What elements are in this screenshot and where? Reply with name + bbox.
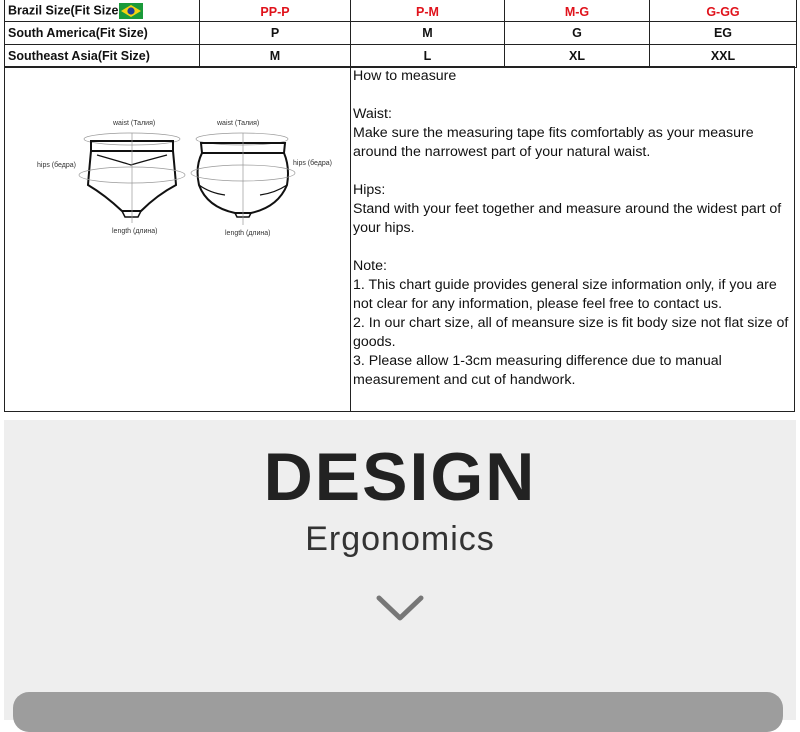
column-divider (350, 67, 351, 411)
size-cell: PP-P (200, 0, 351, 22)
waist-title: Waist: (353, 106, 392, 122)
note-1: 1. This chart guide provides general size information only, if you are not clear for any information, please feel free to contact us. (353, 277, 777, 312)
measure-guide (4, 66, 795, 412)
hips-label-right: hips (бедра) (293, 160, 332, 167)
length-label-right: length (длина) (225, 230, 271, 237)
note-title: Note: (353, 258, 387, 274)
size-cell: XXL (650, 45, 797, 68)
note-2: 2. In our chart size, all of meansure size is fit body size not flat size of goods. (353, 315, 789, 350)
measure-heading: How to measure (353, 68, 457, 84)
size-cell: EG (650, 22, 797, 45)
hips-text: Stand with your feet together and measure around the widest part of your hips. (353, 201, 782, 236)
waist-label-left: waist (Талия) (113, 120, 156, 127)
size-cell: M-G (505, 0, 650, 22)
banner-subtitle: Ergonomics (305, 520, 495, 558)
hips-label-left: hips (бедра) (37, 162, 76, 169)
underwear-diagram (5, 67, 350, 413)
note-3: 3. Please allow 1-3cm measuring difference due to manual measurement and cut of handwork. (353, 353, 722, 388)
waist-label-right: waist (Талия) (217, 120, 260, 127)
image-panel (13, 692, 783, 732)
size-cell: L (351, 45, 505, 68)
size-cell: P (200, 22, 351, 45)
row-label: Brazil Size(Fit Size (5, 0, 200, 22)
banner-title: DESIGN (263, 439, 537, 515)
size-row-south-america (5, 22, 797, 45)
size-cell: G-GG (650, 0, 797, 22)
chevron-down-icon (376, 594, 424, 622)
size-cell: G (505, 22, 650, 45)
size-row-southeast-asia (5, 45, 797, 68)
row-label: South America(Fit Size) (5, 22, 200, 45)
length-label-left: length (длина) (112, 228, 158, 235)
design-banner (4, 420, 796, 720)
size-cell: P-M (351, 0, 505, 22)
brazil-flag-icon (119, 3, 143, 19)
size-row-brazil (5, 0, 797, 22)
size-cell: M (351, 22, 505, 45)
row-label: Southeast Asia(Fit Size) (5, 45, 200, 68)
size-table (4, 0, 797, 68)
hips-title: Hips: (353, 182, 386, 198)
size-cell: XL (505, 45, 650, 68)
measure-illustration (5, 67, 350, 411)
waist-text: Make sure the measuring tape fits comfortably as your measure around the narrowest part of your natural waist. (353, 125, 754, 160)
measure-instructions (353, 67, 795, 390)
size-cell: M (200, 45, 351, 68)
